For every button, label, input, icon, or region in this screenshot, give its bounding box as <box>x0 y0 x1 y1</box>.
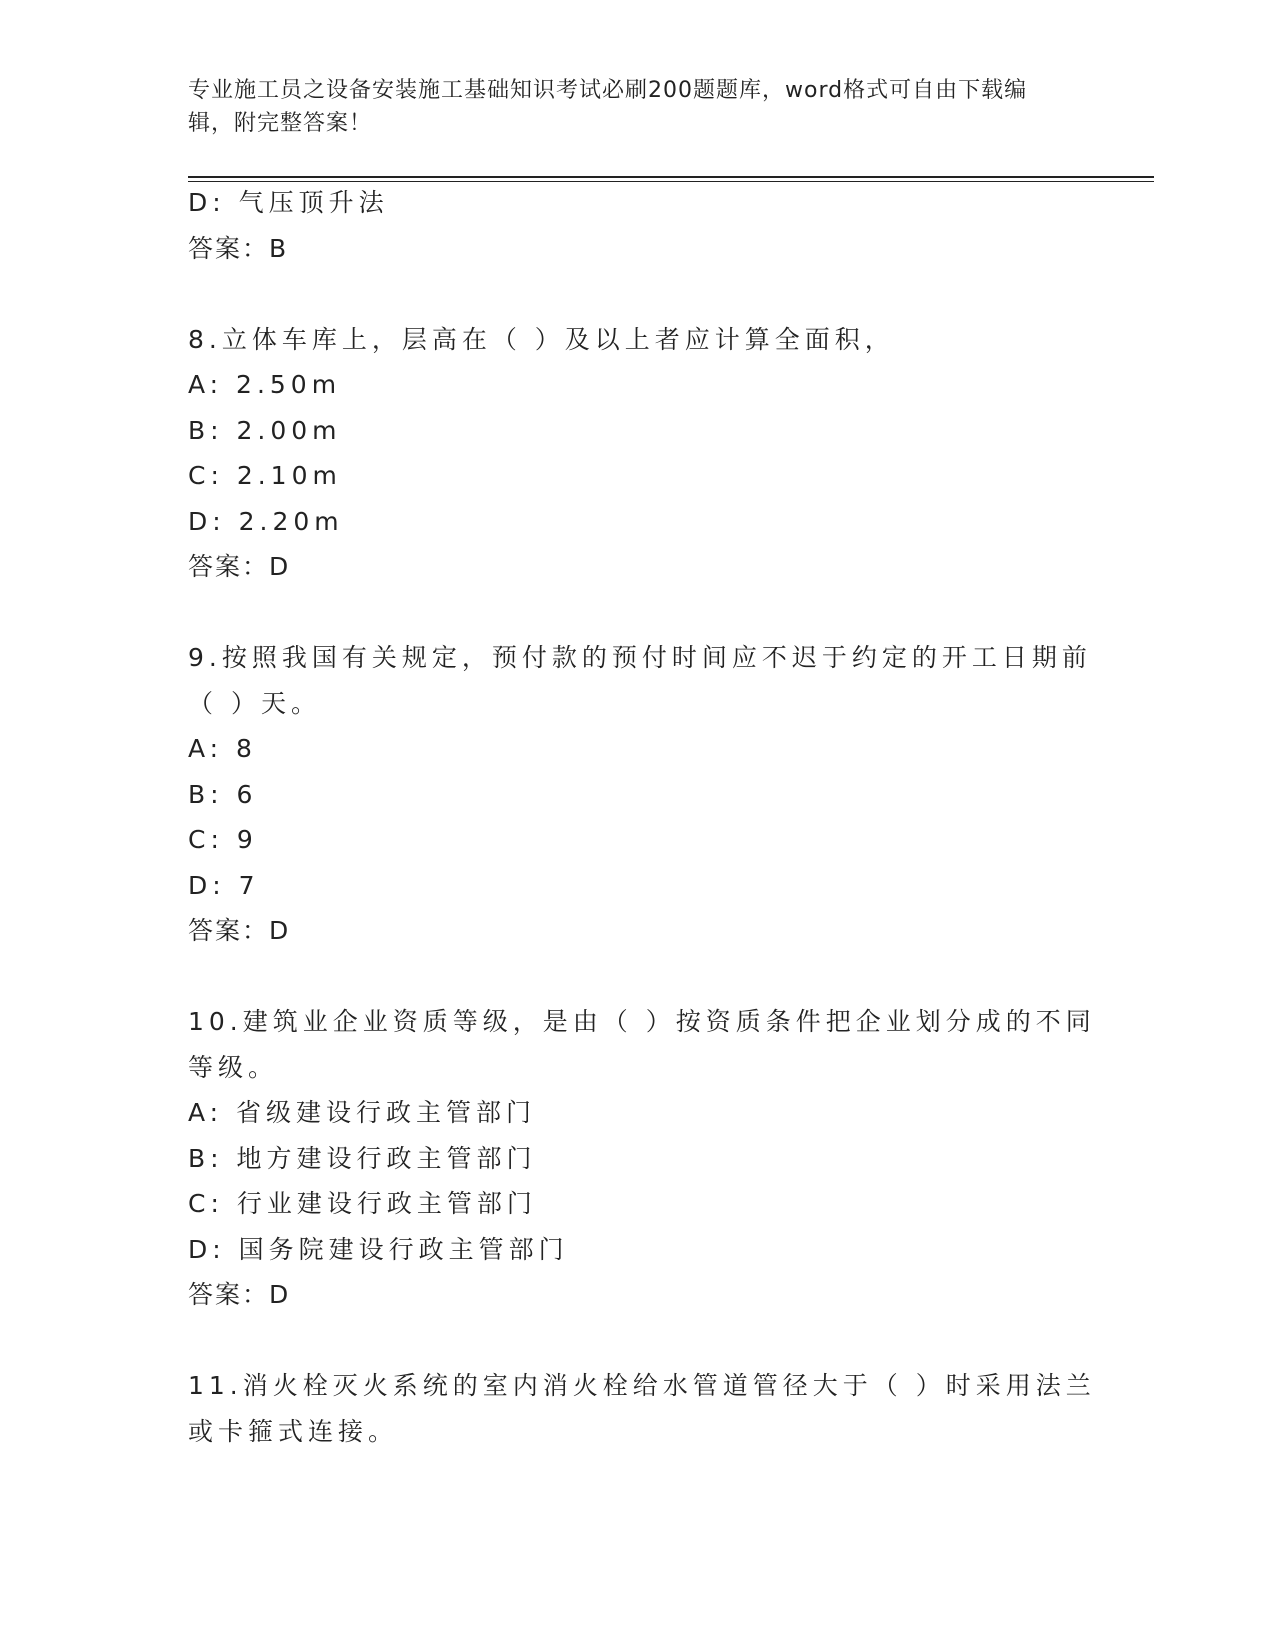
answer: 答案：B <box>188 233 289 263</box>
question-9-answer: 答案：D <box>188 916 291 945</box>
question-11-stem-line1: 11.消火栓灭火系统的室内消火栓给水管道管径大于（ ）时采用法兰 <box>188 1371 1096 1400</box>
question-9-option-c: C: 9 <box>188 825 258 854</box>
question-8-answer: 答案：D <box>188 552 291 581</box>
question-8-option-c: C: 2.10m <box>188 461 342 490</box>
option-d: D: 气压顶升法 <box>188 188 389 217</box>
question-9-option-a: A: 8 <box>188 734 257 763</box>
question-10-option-a: A: 省级建设行政主管部门 <box>188 1098 537 1127</box>
question-10-option-c: C: 行业建设行政主管部门 <box>188 1189 537 1218</box>
header-divider-thick <box>188 176 1154 178</box>
question-9-option-b: B: 6 <box>188 779 258 809</box>
question-8-option-d: D: 2.20m <box>188 506 344 536</box>
question-11-stem-line2: 或卡箍式连接。 <box>188 1416 399 1446</box>
question-9-option-d: D: 7 <box>188 870 260 900</box>
spacer <box>188 590 1068 636</box>
question-8-option-b: B: 2.00m <box>188 415 342 445</box>
question-10-option-b: B: 地方建设行政主管部门 <box>188 1143 537 1173</box>
question-9-stem-line2: （ ）天。 <box>188 688 321 718</box>
question-10-stem-line2: 等级。 <box>188 1052 279 1082</box>
question-10-option-d: D: 国务院建设行政主管部门 <box>188 1234 569 1264</box>
spacer <box>188 271 1068 317</box>
spacer <box>188 954 1068 1000</box>
question-8-stem: 8.立体车库上，层高在（ ）及以上者应计算全面积， <box>188 324 895 354</box>
question-10-answer: 答案：D <box>188 1280 291 1309</box>
spacer <box>188 1318 1068 1364</box>
question-9-stem-line1: 9.按照我国有关规定，预付款的预付时间应不迟于约定的开工日期前 <box>188 643 1092 672</box>
question-list <box>188 180 1096 1454</box>
question-10-stem-line1: 10.建筑业企业资质等级，是由（ ）按资质条件把企业划分成的不同 <box>188 1007 1096 1036</box>
question-8-option-a: A: 2.50m <box>188 370 342 399</box>
document-header: 专业施工员之设备安装施工基础知识考试必刷200题题库，word格式可自由下载编辑，附完整答案！ <box>188 78 1028 136</box>
